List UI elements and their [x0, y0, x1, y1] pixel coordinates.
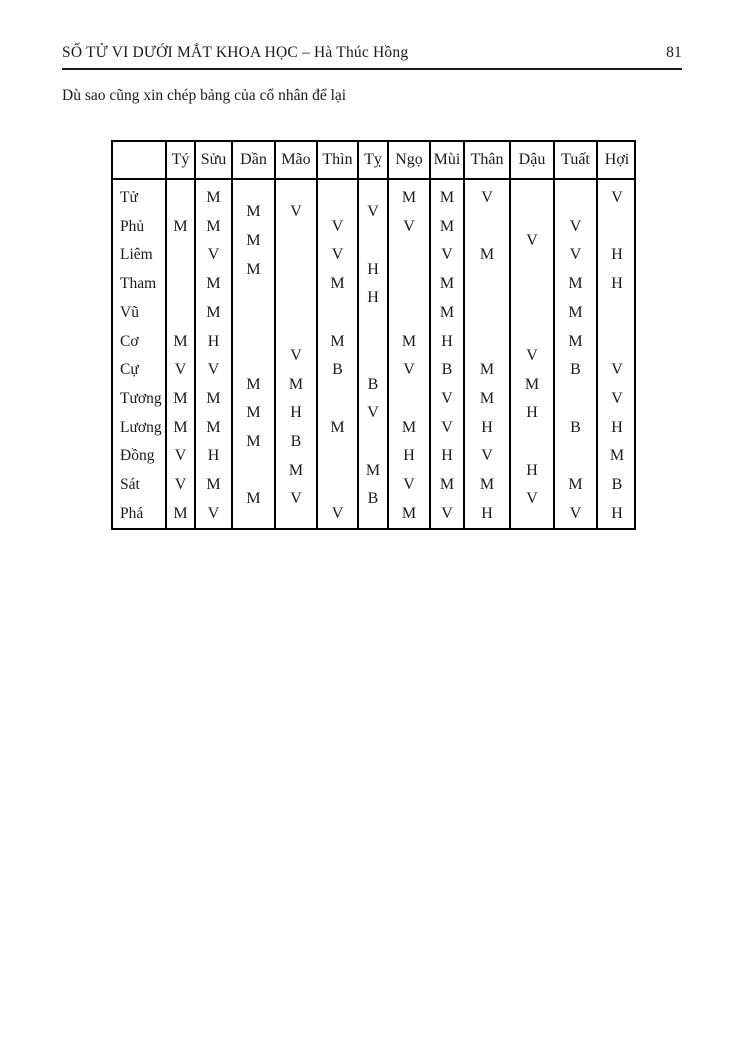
table-cell-letter: M — [568, 275, 583, 293]
table-cell-letter: B — [367, 375, 379, 393]
table-cell-letter: V — [207, 246, 220, 264]
table-cell-letter: M — [330, 332, 345, 350]
table-cell-letter: V — [441, 389, 453, 407]
table-cell-letter: M — [206, 217, 221, 235]
table-cell-letter: M — [401, 332, 417, 350]
table-cell-letter: H — [526, 461, 538, 479]
table-cell-letter: V — [611, 361, 623, 379]
table-cell-letter: V — [481, 447, 493, 465]
table-cell-letter: V — [403, 361, 415, 379]
table-cell-letter: V — [174, 447, 187, 465]
table-cell-letter: B — [290, 432, 302, 450]
table-cell-letter: M — [173, 504, 188, 522]
column-header-4: Mão — [281, 151, 311, 168]
table-cell-letter: H — [367, 289, 379, 307]
table-cell-letter: M — [206, 303, 221, 321]
table-cell-letter: M — [479, 389, 495, 407]
table-cell-letter: M — [479, 361, 495, 379]
table-cell-letter: M — [401, 189, 417, 206]
row-label-3: Liêm — [120, 246, 153, 264]
table-cell-letter: H — [441, 332, 453, 350]
column-header-7: Ngọ — [395, 151, 423, 168]
column-header-8: Mùi — [433, 151, 461, 168]
table-cell-letter: H — [611, 246, 623, 264]
row-label-9: Lương — [120, 418, 162, 436]
table-cell-letter: H — [611, 275, 623, 293]
table-cell-letter: V — [526, 232, 538, 250]
table-cell-letter: V — [569, 246, 582, 264]
table-cell-letter: M — [330, 418, 345, 436]
table-cell-letter: M — [246, 404, 261, 422]
table-cell-letter: M — [206, 389, 221, 407]
table-cell-letter: B — [367, 490, 379, 508]
table-cell-letter: V — [441, 246, 453, 264]
table-cell-letter: V — [441, 418, 453, 436]
table-cell-letter: H — [481, 504, 493, 522]
table-cell-letter: B — [570, 361, 581, 379]
table-cell-letter: M — [330, 275, 345, 293]
table-cell-letter: M — [609, 447, 625, 465]
column-divider-line — [231, 142, 233, 528]
table-cell-letter: M — [173, 418, 188, 436]
table-cell-letter: M — [524, 375, 540, 393]
table-cell-letter: M — [173, 332, 188, 350]
table-cell-letter: M — [246, 432, 261, 450]
table-cell-letter: M — [401, 418, 417, 436]
table-cell-letter: B — [570, 418, 581, 436]
table-cell-letter: V — [367, 203, 379, 221]
column-header-10: Dậu — [518, 151, 546, 168]
table-cell-letter: H — [403, 447, 415, 465]
column-header-11: Tuất — [561, 151, 590, 168]
table-cell-letter: V — [611, 189, 623, 206]
header-row-divider-line — [113, 178, 634, 180]
table-cell-letter: M — [246, 232, 261, 250]
table-cell-letter: V — [526, 346, 538, 364]
table-cell-letter: H — [207, 447, 220, 465]
table-cell-letter: V — [611, 389, 623, 407]
header-divider-line — [62, 68, 682, 70]
table-cell-letter: M — [246, 260, 261, 278]
table-cell-letter: V — [569, 504, 582, 522]
page-header — [62, 44, 682, 62]
row-label-6: Cơ — [120, 332, 139, 350]
row-label-2: Phủ — [120, 217, 145, 235]
page-number: 81 — [666, 44, 682, 61]
row-label-8: Tương — [120, 389, 162, 407]
row-label-5: Vũ — [120, 303, 139, 321]
table-cell-letter: M — [439, 275, 455, 293]
table-cell-letter: V — [290, 346, 302, 364]
table-cell-letter: M — [206, 275, 221, 293]
table-cell-letter: M — [439, 303, 455, 321]
table-cell-letter: H — [207, 332, 220, 350]
row-label-11: Sát — [120, 476, 140, 493]
table-cell-letter: M — [206, 189, 221, 206]
table-cell-letter: V — [207, 504, 220, 522]
table-cell-letter: M — [479, 476, 495, 493]
table-cell-letter: M — [206, 476, 221, 493]
table-cell-letter: V — [174, 476, 187, 493]
row-label-4: Tham — [120, 275, 157, 293]
table-cell-letter: H — [526, 404, 538, 422]
table-cell-letter: V — [367, 404, 379, 422]
table-cell-letter: B — [611, 476, 623, 493]
page-title: SỐ TỬ VI DƯỚI MẮT KHOA HỌC – Hà Thúc Hồng — [62, 44, 409, 61]
table-cell-letter: V — [331, 217, 344, 235]
table-cell-letter: B — [332, 361, 343, 379]
star-brightness-table — [111, 140, 636, 530]
table-cell-letter: M — [173, 389, 188, 407]
table-cell-letter: V — [441, 504, 453, 522]
table-cell-letter: M — [365, 461, 381, 479]
table-cell-letter: M — [288, 375, 304, 393]
table-cell-letter: V — [403, 476, 415, 493]
row-label-10: Đồng — [120, 447, 155, 465]
table-cell-letter: V — [403, 217, 415, 235]
table-cell-letter: M — [568, 476, 583, 493]
table-cell-letter: M — [479, 246, 495, 264]
row-label-12: Phá — [120, 504, 144, 522]
column-header-5: Thìn — [322, 151, 353, 168]
table-cell-letter: H — [611, 504, 623, 522]
table-cell-letter: V — [290, 490, 302, 508]
table-cell-letter: V — [569, 217, 582, 235]
column-header-3: Dần — [240, 151, 267, 168]
table-cell-letter: H — [367, 260, 379, 278]
column-header-9: Thân — [470, 151, 504, 168]
table-cell-letter: M — [173, 217, 188, 235]
table-cell-letter: M — [439, 217, 455, 235]
column-header-1: Tý — [171, 151, 190, 168]
table-cell-letter: M — [288, 461, 304, 479]
table-cell-letter: M — [246, 490, 261, 508]
table-cell-letter: M — [568, 332, 583, 350]
column-header-6: Tỵ — [364, 151, 382, 168]
table-cell-letter: M — [206, 418, 221, 436]
row-label-1: Tử — [120, 189, 138, 206]
table-cell-letter: B — [441, 361, 453, 379]
row-label-7: Cự — [120, 361, 139, 379]
table-cell-letter: V — [331, 504, 344, 522]
column-header-12: Hợi — [604, 151, 630, 168]
table-cell-letter: H — [441, 447, 453, 465]
table-cell-letter: M — [439, 476, 455, 493]
table-cell-letter: M — [439, 189, 455, 206]
table-cell-letter: M — [568, 303, 583, 321]
column-header-2: Sửu — [200, 151, 227, 168]
intro-text: Dù sao cũng xin chép bảng của cổ nhân để lại — [62, 87, 347, 104]
table-cell-letter: H — [611, 418, 623, 436]
table-cell-letter: M — [246, 203, 261, 221]
table-cell-letter: V — [526, 490, 538, 508]
table-cell-letter: H — [290, 404, 302, 422]
table-cell-letter: V — [207, 361, 220, 379]
table-cell-letter: V — [174, 361, 187, 379]
table-cell-letter: M — [401, 504, 417, 522]
table-cell-letter: V — [290, 203, 302, 221]
table-cell-letter: M — [246, 375, 261, 393]
table-cell-letter: V — [331, 246, 344, 264]
table-cell-letter: V — [481, 189, 493, 206]
table-cell-letter: H — [481, 418, 493, 436]
